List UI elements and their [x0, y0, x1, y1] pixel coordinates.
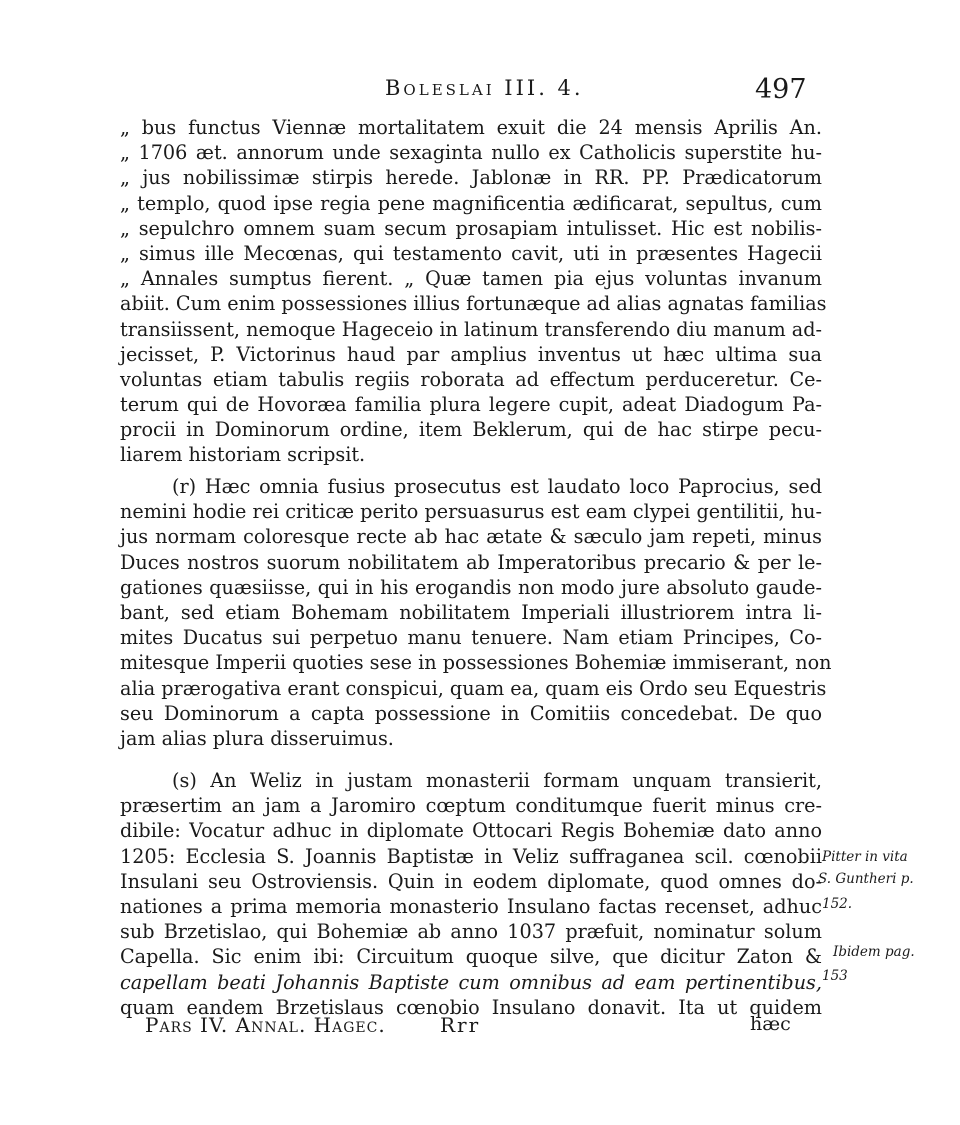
- text-line: jam alias plura disseruimus.: [120, 726, 394, 750]
- text-line: dibile: Vocatur adhuc in diplomate Ottocari Regis Bohemiæ dato anno: [120, 819, 822, 843]
- text-line: „ simus ille Mecœnas, qui testamento cavit, uti in præsentes Hagecii: [120, 241, 822, 265]
- text-line: „ templo, quod ipse regia pene magnificentia ædificarat, sepultus, cum: [120, 191, 822, 215]
- text-line: alia prærogativa erant conspicui, quam ea, quam eis Ordo seu Equestris: [120, 676, 827, 700]
- text-line: jus normam coloresque recte ab hac ætate & sæculo jam repeti, minus: [120, 525, 822, 549]
- margin-note: 152.: [822, 896, 853, 912]
- text-line: Capella. Sic enim ibi: Circuitum quoque silve, que dicitur Zaton &: [120, 945, 822, 969]
- text-line: nationes a prima memoria monasterio Insulano factas recenset, adhuc: [120, 894, 822, 918]
- text-line: (r) Hæc omnia fusius prosecutus est laudato loco Paprocius, sed: [172, 475, 822, 498]
- text-line: mites Ducatus sui perpetuo manu tenuere. Nam etiam Principes, Co-: [120, 626, 822, 650]
- text-line: jecisset, P. Victorinus haud par amplius inventus ut hæc ultima sua: [120, 342, 822, 366]
- page-header: [0, 74, 960, 108]
- text-line: bant, sed etiam Bohemam nobilitatem Imperiali illustriorem intra li-: [120, 600, 822, 624]
- page-footer: [0, 1013, 960, 1043]
- signature-label: Pars IV. Annal. Hagec.: [145, 1013, 386, 1037]
- signature-mark: Rrr: [440, 1013, 481, 1037]
- margin-note: 153: [822, 968, 848, 984]
- text-line: præsertim an jam a Jaromiro cœptum conditumque fuerit minus cre-: [120, 794, 822, 818]
- margin-note: S. Guntheri p.: [818, 871, 914, 887]
- text-line: seu Dominorum a capta possessione in Comitiis concedebat. De quo: [120, 701, 822, 725]
- running-title: Boleslai III. 4.: [385, 76, 584, 100]
- text-line: „ bus functus Viennæ mortalitatem exuit die 24 mensis Aprilis An.: [120, 116, 822, 139]
- text-line: transiissent, nemoque Hageceio in latinum transferendo diu manum ad-: [120, 317, 822, 341]
- text-line: (s) An Weliz in justam monasterii formam unquam transierit,: [172, 769, 822, 792]
- page-number: 497: [755, 74, 807, 105]
- paragraph-quote-continuation: [120, 115, 827, 468]
- text-line: mitesque Imperii quoties sese in possessiones Bohemiæ immiserant, non: [120, 651, 832, 675]
- text-line: „ 1706 æt. annorum unde sexaginta nullo ex Catholicis superstite hu-: [120, 141, 822, 165]
- text-line: capellam beati Johannis Baptiste cum omnibus ad eam pertinentibus,: [120, 970, 822, 994]
- text-line: „ sepulchro omnem suam secum prosapiam intulisset. Hic est nobilis-: [120, 216, 822, 240]
- text-line: voluntas etiam tabulis regiis roborata ad effectum perduceretur. Ce-: [120, 367, 822, 391]
- text-line: sub Brzetislao, qui Bohemiæ ab anno 1037 præfuit, nominatur solum: [120, 920, 822, 944]
- text-line: abiit. Cum enim possessiones illius fortunæque ad alias agnatas familias: [120, 292, 827, 316]
- text-line: quam eandem Brzetislaus cœnobio Insulano donavit. Ita ut quidem: [120, 995, 822, 1019]
- text-line: „ Annales sumptus fierent. „ Quæ tamen pia ejus voluntas invanum: [120, 267, 822, 291]
- text-line: 1205: Ecclesia S. Joannis Baptistæ in Veliz suffraganea scil. cœnobii: [120, 844, 822, 868]
- text-line: Insulani seu Ostroviensis. Quin in eodem diplomate, quod omnes do-: [120, 869, 822, 893]
- margin-note: Ibidem pag.: [833, 944, 915, 960]
- text-line: nemini hodie rei criticæ perito persuasurus est eam clypei gentilitii, hu-: [120, 500, 822, 524]
- text-line: „ jus nobilissimæ stirpis herede. Jablonæ in RR. PP. Prædicatorum: [120, 166, 822, 190]
- margin-note: Pitter in vita: [822, 849, 908, 865]
- catchword: hæc: [750, 1013, 791, 1035]
- text-line: Duces nostros suorum nobilitatem ab Imperatoribus precario & per le-: [120, 550, 822, 574]
- text-line: procii in Dominorum ordine, item Beklerum, qui de hac stirpe pecu-: [120, 418, 822, 442]
- footnote-r: [120, 474, 832, 751]
- text-line: terum qui de Hovoræa familia plura legere cupit, adeat Diadogum Pa-: [120, 393, 822, 417]
- footnote-s: [120, 768, 822, 1020]
- text-line: liarem historiam scripsit.: [120, 443, 366, 467]
- text-line: gationes quæsiisse, qui in his erogandis non modo jure absoluto gaude-: [120, 575, 822, 599]
